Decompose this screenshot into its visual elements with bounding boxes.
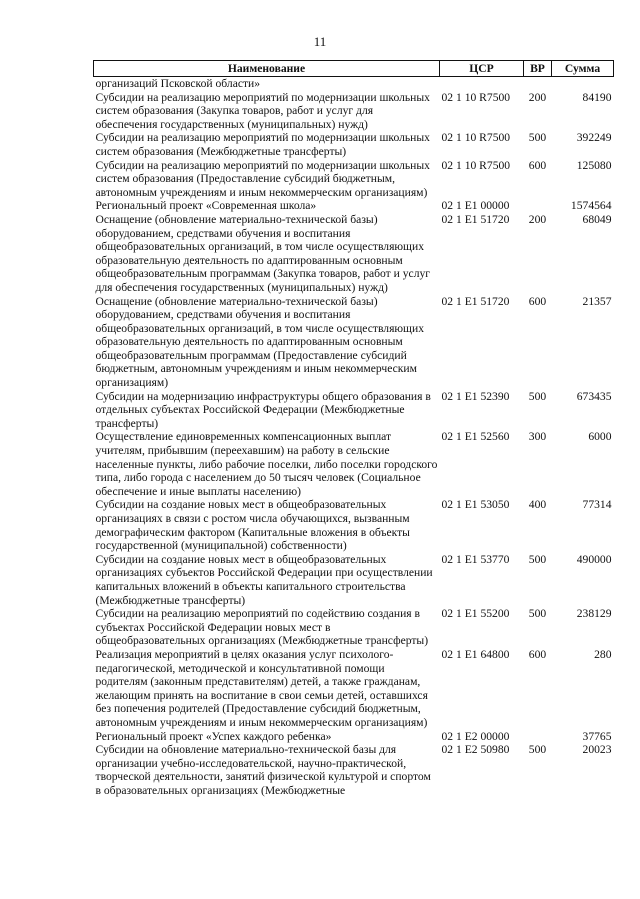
- row-name: Субсидии на обновление материально-технической базы для организации учебно-исследовательской, научно-практической, творческой деятельности, занятий физической культурой и спортом в образовательных организациях (Межбюджетные: [95, 743, 431, 797]
- budget-table: [93, 60, 614, 797]
- row-csr: 02 1 E1 53050: [441, 498, 510, 512]
- row-sum: 37765: [582, 729, 612, 743]
- row-name: Субсидии на реализацию мероприятий по модернизации школьных систем образования (Закупка товаров, работ и услуг для обеспечения государственных (муниципальных) нужд): [95, 90, 430, 131]
- header-name: Наименование: [94, 61, 440, 77]
- row-sum: 1574564: [570, 199, 612, 213]
- row-vr: [524, 77, 552, 91]
- table-row: [94, 295, 614, 390]
- row-csr: 02 1 E1 55200: [441, 607, 510, 621]
- row-name: организаций Псковской области»: [95, 77, 261, 90]
- row-vr: 500: [528, 131, 547, 145]
- table-row: [94, 390, 614, 431]
- row-name: Осуществление единовременных компенсационных выплат учителям, прибывшим (переехавшим) на работу в сельские населенные пункты, либо рабочие поселки, либо поселки городского типа, либо города с населением до 50 тысяч человек (Социальное обеспечение и иные выплаты населению): [95, 430, 438, 498]
- row-csr: 02 1 E2 00000: [441, 729, 510, 743]
- row-csr: 02 1 E1 64800: [441, 647, 510, 661]
- row-csr: 02 1 10 R7500: [441, 158, 511, 172]
- row-sum: 21357: [582, 294, 612, 308]
- row-sum: 673435: [576, 389, 612, 403]
- table-row: [94, 77, 614, 91]
- row-sum: 490000: [576, 552, 612, 566]
- row-vr: 600: [528, 158, 547, 172]
- table-row: [94, 91, 614, 132]
- row-csr: [440, 77, 524, 91]
- row-name: Субсидии на реализацию мероприятий по модернизации школьных систем образования (Предоставление субсидий бюджетным, автономным учреждениям и иным некоммерческим организациям): [95, 158, 430, 199]
- table-row: [94, 730, 614, 744]
- row-csr: 02 1 E1 52560: [441, 430, 510, 444]
- row-sum: 84190: [582, 90, 612, 104]
- row-sum: 6000: [588, 430, 612, 444]
- row-vr: [524, 199, 552, 213]
- row-sum: 125080: [576, 158, 612, 172]
- row-name: Субсидии на создание новых мест в общеобразовательных организациях в связи с ростом числа обучающихся, вызванным демографическим фактором (Капитальные вложения в объекты государственной (муниципальной) собственности): [95, 498, 410, 553]
- page-number: 11: [313, 34, 327, 49]
- row-vr: 500: [528, 607, 547, 621]
- table-row: [94, 131, 614, 158]
- row-sum: 68049: [582, 212, 612, 226]
- row-sum: 20023: [582, 743, 612, 757]
- row-csr: 02 1 E1 53770: [441, 552, 510, 566]
- table-row: [94, 553, 614, 607]
- row-csr: 02 1 E1 00000: [441, 199, 510, 213]
- table-row: [94, 159, 614, 200]
- row-csr: 02 1 10 R7500: [441, 131, 511, 145]
- row-name: Региональный проект «Успех каждого ребенка»: [95, 729, 332, 743]
- table-row: [94, 199, 614, 213]
- row-csr: 02 1 E1 51720: [441, 294, 510, 308]
- table-header-row: [94, 61, 614, 77]
- table-body: [94, 77, 614, 798]
- row-vr: 300: [528, 430, 547, 444]
- row-vr: 200: [528, 212, 547, 226]
- row-name: Оснащение (обновление материально-технической базы) оборудованием, средствами обучения и воспитания общеобразовательных организаций, в том числе осуществляющих образовательную деятельность по адаптированным основным общеобразовательным программам (Закупка товаров, работ и услуг для обеспечения государственных (муниципальных) нужд): [95, 212, 431, 294]
- row-sum: 77314: [582, 498, 612, 512]
- row-sum: 280: [594, 647, 612, 661]
- table-row: [94, 743, 614, 797]
- row-sum: 238129: [576, 607, 612, 621]
- header-vr: ВР: [524, 61, 552, 77]
- row-vr: 500: [528, 743, 547, 757]
- row-csr: 02 1 E1 52390: [441, 389, 510, 403]
- row-sum: 392249: [576, 131, 612, 145]
- row-name: Субсидии на модернизацию инфраструктуры общего образования в отдельных субъектах Российской Федерации (Межбюджетные трансферты): [95, 389, 431, 430]
- header-csr: ЦСР: [440, 61, 524, 77]
- table-row: [94, 607, 614, 648]
- row-name: Субсидии на создание новых мест в общеобразовательных организациях субъектов Российской Федерации при осуществлении капитальных вложений в объекты капитального строительства (Межбюджетные трансферты): [95, 552, 433, 607]
- table-row: [94, 213, 614, 295]
- header-sum: Сумма: [552, 61, 614, 77]
- table-row: [94, 498, 614, 552]
- row-name: Оснащение (обновление материально-технической базы) оборудованием, средствами обучения и воспитания общеобразовательных организаций, в том числе осуществляющих образовательную деятельность по адаптированным основным общеобразовательным программам (Предоставление субсидий бюджетным, автономным учреждениям и иным некоммерческим организациям): [95, 294, 424, 390]
- row-csr: 02 1 E1 51720: [441, 212, 510, 226]
- row-csr: 02 1 E2 50980: [441, 743, 510, 757]
- row-name: Субсидии на реализацию мероприятий по модернизации школьных систем образования (Межбюджетные трансферты): [95, 131, 430, 158]
- row-vr: 400: [528, 498, 547, 512]
- row-vr: 500: [528, 389, 547, 403]
- row-sum: [552, 77, 614, 91]
- row-vr: 600: [528, 294, 547, 308]
- table-row: [94, 648, 614, 730]
- row-vr: 200: [528, 90, 547, 104]
- row-vr: 500: [528, 552, 547, 566]
- row-name: Реализация мероприятий в целях оказания услуг психолого-педагогической, методической и консультативной помощи родителям (законным представителям) детей, а также гражданам, желающим принять на воспитание в свои семьи детей, оставшихся без попечения родителей (Предоставление субсидий бюджетным, автономным учреждениям и иным некоммерческим организациям): [95, 647, 428, 729]
- row-vr: [524, 730, 552, 744]
- row-name: Субсидии на реализацию мероприятий по содействию создания в субъектах Российской Федерации новых мест в общеобразовательных организациях (Межбюджетные трансферты): [95, 607, 429, 648]
- table-row: [94, 430, 614, 498]
- row-vr: 600: [528, 647, 547, 661]
- row-csr: 02 1 10 R7500: [441, 90, 511, 104]
- row-name: Региональный проект «Современная школа»: [95, 199, 317, 213]
